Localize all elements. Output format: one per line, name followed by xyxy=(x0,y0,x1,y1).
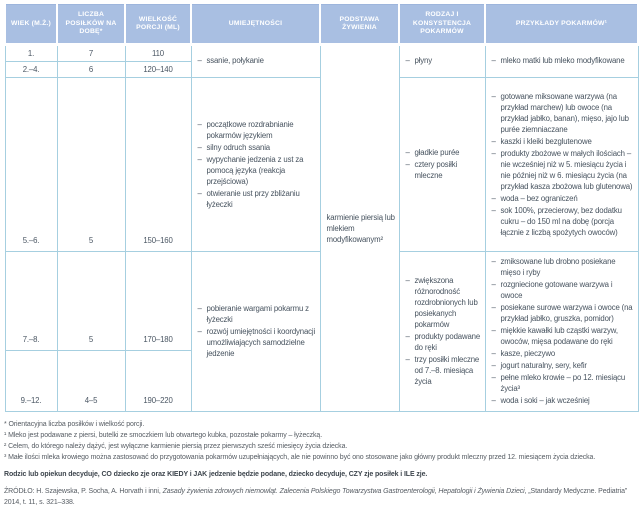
list-item: – posiekane surowe warzywa i owoce (na przykład jabłko, gruszka, pomidor) xyxy=(492,302,635,324)
list-item: * Orientacyjna liczba posiłków i wielkość porcji. xyxy=(4,421,145,428)
list-item: – ssanie, połykanie xyxy=(198,55,317,66)
age-cell: 1. xyxy=(5,45,57,62)
skills-cell-mid xyxy=(191,78,320,252)
meals-cell: 6 xyxy=(57,62,125,78)
skills-cell-early xyxy=(191,45,320,78)
list-item: ³ Małe ilości mleka krowiego można zastosować do przygotowania pokarmów uzupełniających, ale nie powinno być ono stosowane jako główny produkt mleczny przed 12. miesiącem życia dziecka. xyxy=(4,454,596,461)
header-food-type: RODZAJ I KONSYSTENCJA POKARMÓW xyxy=(399,5,485,45)
portion-cell: 110 xyxy=(125,45,191,62)
list-item: ² Celem, do którego należy dążyć, jest wyłączne karmienie piersią przez pierwszych sześć miesięcy życia dziecka. xyxy=(4,443,348,450)
meals-cell: 4–5 xyxy=(57,350,125,411)
header-row xyxy=(5,5,638,45)
list-item: – woda – bez ograniczeń xyxy=(492,193,635,204)
food-type-cell-early xyxy=(399,45,485,78)
skills-cell-late xyxy=(191,252,320,412)
list-item: – kasze, pieczywo xyxy=(492,348,635,359)
list-item: – sok 100%, przecierowy, bez dodatku cukru – do 150 ml na dobę (porcja łącznie z liczbą spożytych owoców) xyxy=(492,205,635,238)
list-item: – trzy posiłki mleczne od 7.–8. miesiąca życia xyxy=(406,354,482,387)
list-item: – cztery posiłki mleczne xyxy=(406,159,482,181)
list-item: – wypychanie jedzenia z ust za pomocą języka (reakcja przejściowa) xyxy=(198,154,317,187)
source-citation xyxy=(4,487,636,508)
list-item: – początkowe rozdrabnianie pokarmów językiem xyxy=(198,119,317,141)
food-examples-cell-mid xyxy=(485,78,638,252)
meals-cell: 7 xyxy=(57,45,125,62)
food-type-cell-late xyxy=(399,252,485,412)
header-skills: UMIEJĘTNOŚCI xyxy=(191,5,320,45)
list-item: – produkty zbożowe w małych ilościach – nie wcześniej niż w 5. miesiącu życia i nie później niż w 6. miesiącu życia (na przykład kasza zbożowa lub glutenowa) xyxy=(492,148,635,192)
age-cell: 9.–12. xyxy=(5,350,57,411)
list-item: – pobieranie wargami pokarmu z łyżeczki xyxy=(198,303,317,325)
meals-cell: 5 xyxy=(57,252,125,351)
food-examples-cell-late xyxy=(485,252,638,412)
source-title: Zasady żywienia zdrowych niemowląt. Zalecenia Polskiego Towarzystwa Gastroenterologii, Hepatologii i Żywienia Dzieci xyxy=(162,488,525,495)
source-prefix: ŹRÓDŁO: H. Szajewska, P. Socha, A. Horvath i inni, xyxy=(4,488,163,495)
list-item: ¹ Mleko jest podawane z piersi, butelki ze smoczkiem lub otwartego kubka, pozostałe pokarmy – łyżeczką. xyxy=(4,432,323,439)
portion-cell: 120–140 xyxy=(125,62,191,78)
list-item: – silny odruch ssania xyxy=(198,142,317,153)
food-type-cell-mid xyxy=(399,78,485,252)
list-item: – gotowane miksowane warzywa (na przykład marchew) lub owoce (na przykład jabłko, banan), mięso, jajo lub purée ziemniaczane xyxy=(492,91,635,135)
list-item: – jogurt naturalny, sery, kefir xyxy=(492,360,635,371)
list-item: – rozwój umiejętności i koordynacji umożliwiających samodzielne jedzenie xyxy=(198,326,317,359)
table-row xyxy=(5,45,638,62)
age-cell: 2.–4. xyxy=(5,62,57,78)
meals-cell: 5 xyxy=(57,78,125,252)
portion-cell: 190–220 xyxy=(125,350,191,411)
age-cell: 7.–8. xyxy=(5,252,57,351)
feeding-basis-cell: karmienie piersią lub mlekiem modyfikowanym² xyxy=(320,45,399,412)
list-item: – gładkie purée xyxy=(406,147,482,158)
food-examples-cell-early xyxy=(485,45,638,78)
list-item: – kaszki i kleiki bezglutenowe xyxy=(492,136,635,147)
list-item: – otwieranie ust przy zbliżaniu łyżeczki xyxy=(198,188,317,210)
header-food-examples: PRZYKŁADY POKARMÓW¹ xyxy=(485,5,638,45)
list-item: – woda i soki – jak wcześniej xyxy=(492,395,635,406)
portion-cell: 150–160 xyxy=(125,78,191,252)
list-item: – zwiększona różnorodność rozdrobnionych lub posiekanych pokarmów xyxy=(406,275,482,330)
header-feeding-basis: PODSTAWA ŻYWIENIA xyxy=(320,5,399,45)
source-suffix: , „Standardy Medyczne. Pediatria” 2014, t. 11, s. 321–338. xyxy=(4,488,628,506)
footnotes xyxy=(4,419,636,463)
age-cell: 5.–6. xyxy=(5,78,57,252)
list-item: – rozgniecione gotowane warzywa i owoce xyxy=(492,279,635,301)
list-item: – zmiksowane lub drobno posiekane mięso i ryby xyxy=(492,256,635,278)
header-age: WIEK (M.Ż.) xyxy=(5,5,57,45)
list-item: – miękkie kawałki lub cząstki warzyw, owoców, mięsa podawane do ręki xyxy=(492,325,635,347)
header-meals-per-day: LICZBA POSIŁKÓW NA DOBĘ* xyxy=(57,5,125,45)
list-item: – produkty podawane do ręki xyxy=(406,331,482,353)
header-portion-size: WIELKOŚĆ PORCJI (ML) xyxy=(125,5,191,45)
decision-note: Rodzic lub opiekun decyduje, CO dziecko zje oraz KIEDY i JAK jedzenie będzie podane, dziecko decyduje, CZY zje posiłek i ILE zje. xyxy=(4,471,428,478)
list-item: – pełne mleko krowie – po 12. miesiącu życia³ xyxy=(492,372,635,394)
feeding-table xyxy=(4,4,639,412)
list-item: – mleko matki lub mleko modyfikowane xyxy=(492,55,635,66)
list-item: – płyny xyxy=(406,55,482,66)
portion-cell: 170–180 xyxy=(125,252,191,351)
